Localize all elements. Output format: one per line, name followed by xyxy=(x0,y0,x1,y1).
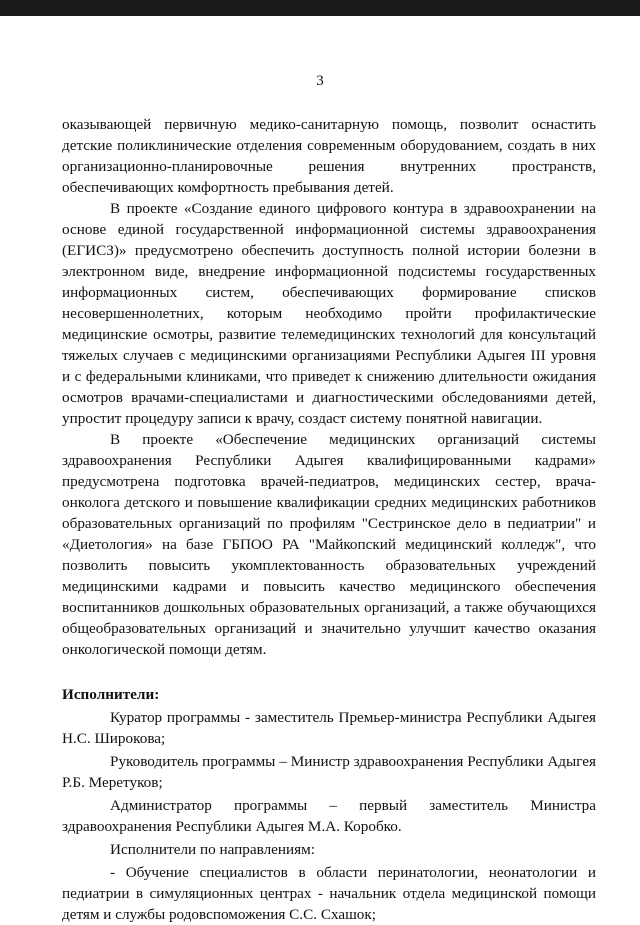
scan-top-edge xyxy=(0,0,640,16)
paragraph-continuation: оказывающей первичную медико-санитарную помощь, позволит оснастить детские поликлинические отделения современным оборудованием, создать в них организационно-планировочные решения внутренних пространств, обеспечивающих комфортность пребывания детей. xyxy=(62,116,596,196)
paragraph-egisz-project: В проекте «Создание единого цифрового контура в здравоохранении на основе единой государственной информационной системы здравоохранения (ЕГИСЗ)» предусмотрено обеспечить доступность полной истории болезни в электронном виде, внедрение информационной подсистемы государственных информационных систем, обеспечивающих формирование списков несовершеннолетних, которым необходимо пройти профилактические медицинские осмотры, развитие телемедицинских технологий для консультаций тяжелых случаев с медицинскими организациями Республики Адыгея III уровня и с федеральными клиниками, что приведет к снижению длительности ожидания осмотров врачами-специалистами и диагностическими обследованиями детей, упростит процедуру записи к врачу, создаст систему понятной навигации. xyxy=(62,200,596,427)
executor-head: Руководитель программы – Министр здравоохранения Республики Адыгея Р.Б. Меретуков; xyxy=(62,753,596,791)
document-body xyxy=(62,114,596,925)
executors-by-direction: Исполнители по направлениям: xyxy=(110,841,315,858)
paragraph-staffing-project: В проекте «Обеспечение медицинских организаций системы здравоохранения Республики Адыгея квалифицированными кадрами» предусмотрена подготовка врачей-педиатров, медицинских сестер, врача-онколога детского и повышение квалификации средних медицинских работников образовательных организаций по профилям "Сестринское дело в педиатрии" и «Диетология» на базе ГБПОО РА "Майкопский медицинский колледж", что позволить повысить укомплектованность образовательных учреждений медицинскими кадрами и повысить качество медицинского обеспечения воспитанников дошкольных образовательных организаций, а также обучающихся общеобразовательных организаций и значительно улучшит качество оказания онкологической помощи детям. xyxy=(62,431,596,658)
executors-heading: Исполнители: xyxy=(62,686,160,703)
page-number: 3 xyxy=(316,73,324,89)
executor-curator: Куратор программы - заместитель Премьер-министра Республики Адыгея Н.С. Широкова; xyxy=(62,709,596,747)
executor-item-1: - Обучение специалистов в области перинатологии, неонатологии и педиатрии в симуляционных центрах - начальник отдела медицинской помощи детям и службы родовспоможения С.С. Схашок; xyxy=(62,864,596,923)
executor-administrator: Администратор программы – первый заместитель Министра здравоохранения Республики Адыгея М.А. Коробко. xyxy=(62,797,596,835)
